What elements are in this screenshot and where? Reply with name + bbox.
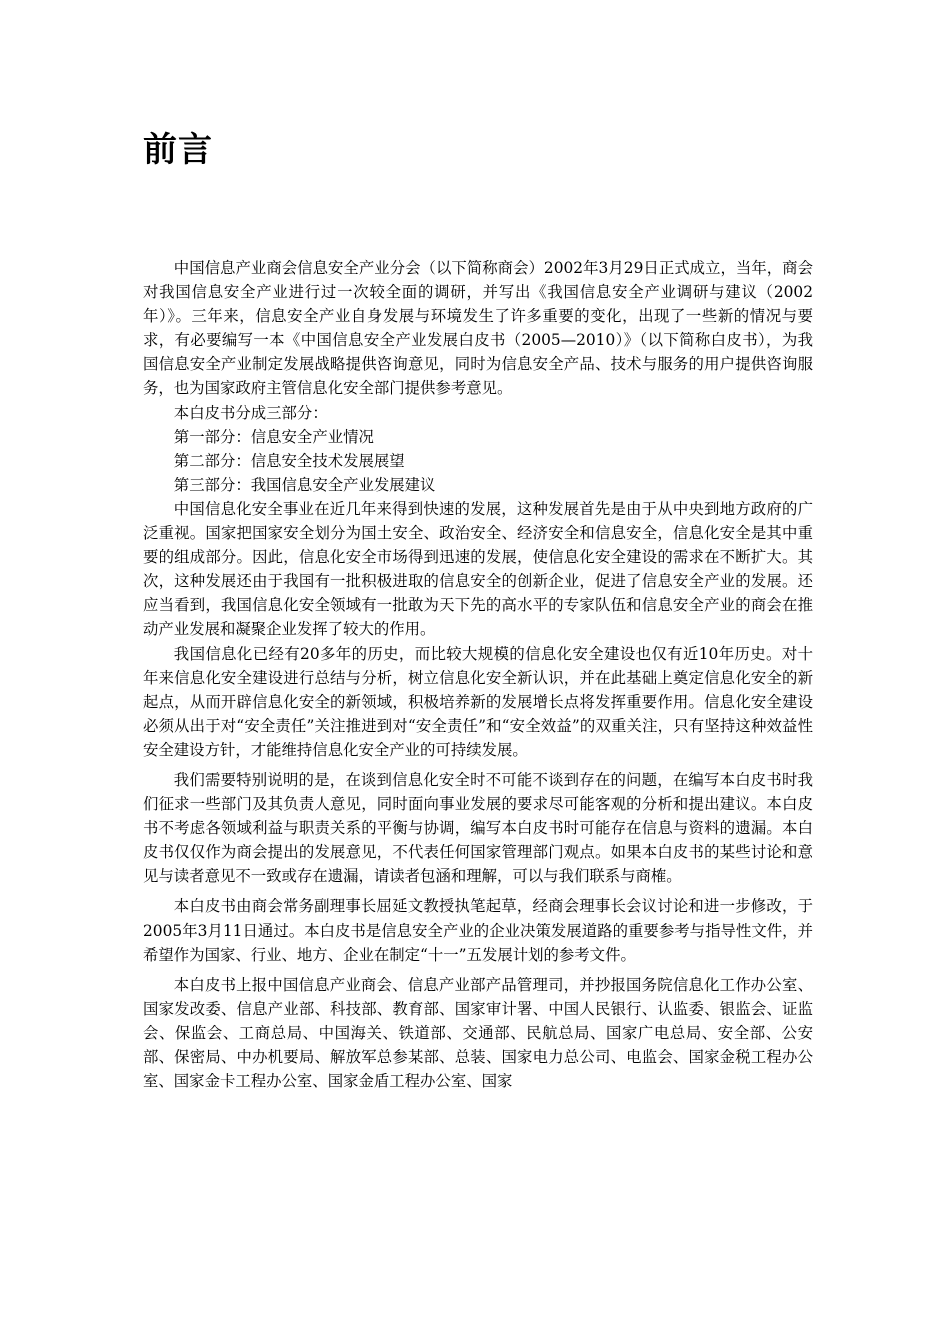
paragraph-part-one: 第一部分：信息安全产业情况 bbox=[173, 427, 374, 446]
paragraph-authorship: 本白皮书由商会常务副理事长屈延文教授执笔起草，经商会理事长会议讨论和进一步修改，于2005年3月11日通过。本白皮书是信息安全产业的企业决策发展道路的重要参考与指导性文件，并希望作为国家、行业、地方、企业在制定“十一”五发展计划的参考文件。 bbox=[143, 897, 813, 964]
paragraph-intro: 中国信息产业商会信息安全产业分会（以下简称商会）2002年3月29日正式成立，当年，商会对我国信息安全产业进行过一次较全面的调研，并写出《我国信息安全产业调研与建议（2002年）》。三年来，信息安全产业自身发展与环境发生了许多重要的变化，出现了一些新的情况与要求，有必要编写一本《中国信息安全产业发展白皮书（2005—2010）》（以下简称白皮书），为我国信息安全产业制定发展战略提供咨询意见，同时为信息安全产品、技术与服务的用户提供咨询服务，也为国家政府主管信息化安全部门提供参考意见。 bbox=[143, 259, 813, 398]
document-body bbox=[143, 256, 813, 1093]
paragraph-structure: 本白皮书分成三部分： bbox=[173, 403, 328, 422]
paragraph-statement: 我们需要特别说明的是，在谈到信息化安全时不可能不谈到存在的问题，在编写本白皮书时我们征求一些部门及其负责人意见，同时面向事业发展的要求尽可能客观的分析和提出建议。本白皮书不考虑各领域利益与职责关系的平衡与协调，编写本白皮书时可能存在信息与资料的遗漏。本白皮书仅仅作为商会提出的发展意见，不代表任何国家管理部门观点。如果本白皮书的某些讨论和意见与读者意见不一致或存在遗漏，请读者包涵和理解，可以与我们联系与商榷。 bbox=[143, 770, 813, 886]
paragraph-development: 中国信息化安全事业在近几年来得到快速的发展，这种发展首先是由于从中央到地方政府的广泛重视。国家把国家安全划分为国土安全、政治安全、经济安全和信息安全，信息化安全是其中重要的组成部分。因此，信息化安全市场得到迅速的发展，使信息化安全建设的需求在不断扩大。其次，这种发展还由于我国有一批积极进取的信息安全的创新企业，促进了信息安全产业的发展。还应当看到，我国信息化安全领域有一批敢为天下先的高水平的专家队伍和信息安全产业的商会在推动产业发展和凝聚企业发挥了较大的作用。 bbox=[143, 499, 813, 639]
paragraph-part-two: 第二部分：信息安全技术发展展望 bbox=[173, 451, 405, 470]
paragraph-history: 我国信息化已经有20多年的历史，而比较大规模的信息化安全建设也仅有近10年历史。对十年来信息化安全建设进行总结与分析，树立信息化安全新认识，并在此基础上奠定信息化安全的新起点，从而开辟信息化安全的新领域，积极培养新的发展增长点将发挥重要作用。信息化安全建设必须从出于对“安全责任”关注推进到对“安全责任”和“安全效益”的双重关注，只有坚持这种效益性安全建设方针，才能维持信息化安全产业的可持续发展。 bbox=[143, 644, 813, 759]
page-title: 前言 bbox=[143, 130, 213, 170]
paragraph-part-three: 第三部分：我国信息安全产业发展建议 bbox=[173, 475, 436, 494]
paragraph-submission: 本白皮书上报中国信息产业商会、信息产业部产品管理司，并抄报国务院信息化工作办公室、国家发改委、信息产业部、科技部、教育部、国家审计署、中国人民银行、认监委、银监会、证监会、保监会、工商总局、中国海关、铁道部、交通部、民航总局、国家广电总局、安全部、公安部、保密局、中办机要局、解放军总参某部、总装、国家电力总公司、电监会、国家金税工程办公室、国家金卡工程办公室、国家金盾工程办公室、国家 bbox=[143, 975, 813, 1091]
